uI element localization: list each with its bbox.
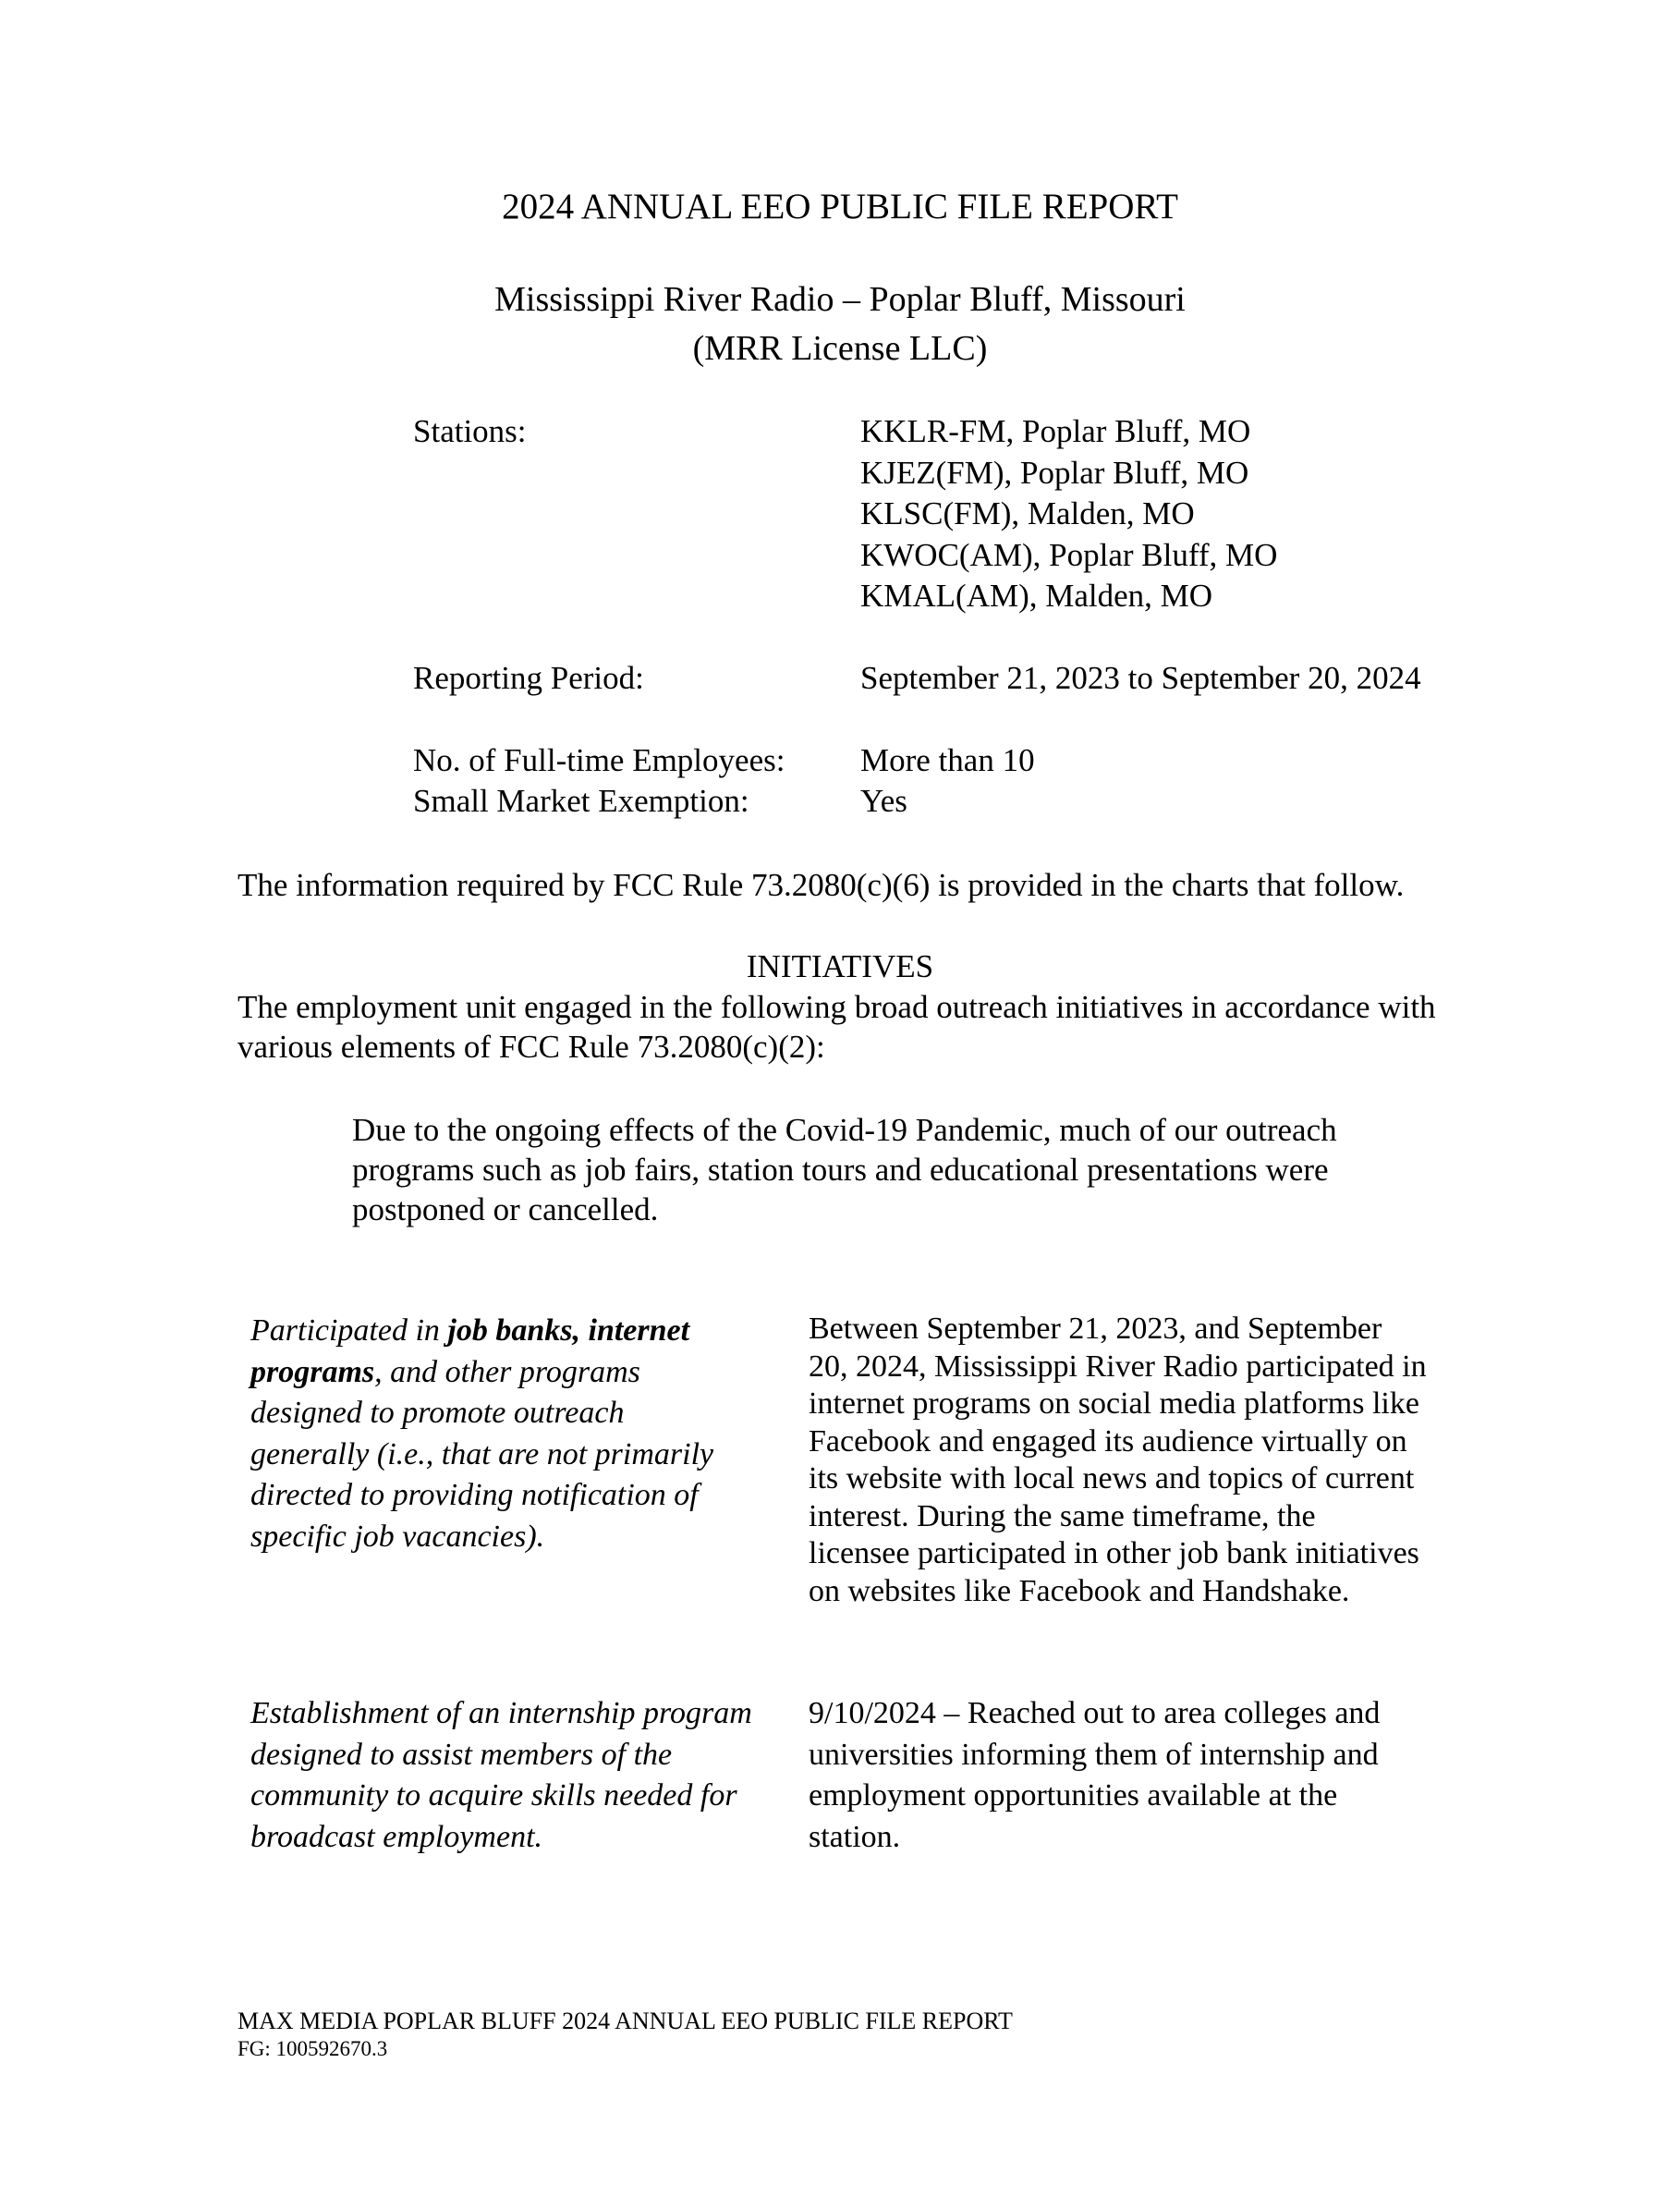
- exemption-value: Yes: [860, 783, 907, 819]
- reporting-period-value: September 21, 2023 to September 20, 2024: [860, 660, 1421, 696]
- covid-note-line: postponed or cancelled.: [352, 1191, 659, 1227]
- station-item: KKLR-FM, Poplar Bluff, MO: [860, 413, 1251, 449]
- initiatives-intro-line: The employment unit engaged in the following broad outreach initiatives in accordance with: [237, 989, 1436, 1025]
- employees-value: More than 10: [860, 742, 1035, 778]
- initiative-1-activity-line: interest. During the same timeframe, the: [809, 1498, 1316, 1533]
- covid-note: [352, 1110, 1443, 1229]
- initiative-1-line: generally (i.e., that are not primarily: [250, 1436, 714, 1471]
- initiative-1-activity-line: internet programs on social media platforms like: [809, 1386, 1419, 1421]
- initiative-2-line: community to acquire skills needed for: [250, 1778, 737, 1813]
- employees-label: No. of Full-time Employees:: [413, 742, 785, 778]
- initiative-1-bold-text: job banks, internet: [447, 1313, 690, 1348]
- initiative-1-bold-text: programs: [250, 1354, 375, 1389]
- initiative-1-text: , and other programs: [374, 1354, 640, 1389]
- subtitle-licensee: (MRR License LLC): [692, 329, 988, 368]
- report-title: 2024 ANNUAL EEO PUBLIC FILE REPORT: [502, 187, 1178, 226]
- initiative-2-activity-line: universities informing them of internship and: [809, 1737, 1379, 1772]
- initiative-1-line: [250, 1352, 768, 1394]
- station-item: KMAL(AM), Malden, MO: [860, 578, 1213, 614]
- initiative-2-line: designed to assist members of the: [250, 1737, 673, 1772]
- page-footer: [237, 2008, 1013, 2063]
- stations-label: Stations:: [413, 413, 527, 449]
- initiative-1-activity-line: licensee participated in other job bank initiatives: [809, 1536, 1419, 1570]
- initiative-2-activity-line: 9/10/2024 – Reached out to area colleges and: [809, 1696, 1381, 1730]
- initiative-2-activity: [809, 1693, 1474, 1858]
- reporting-period-label: Reporting Period:: [413, 660, 644, 696]
- subtitle-station-group: Mississippi River Radio – Poplar Bluff, Missouri: [494, 280, 1186, 319]
- exemption-label: Small Market Exemption:: [413, 783, 749, 819]
- initiative-2-line: Establishment of an internship program: [250, 1696, 752, 1730]
- initiative-1-activity-line: on websites like Facebook and Handshake.: [809, 1573, 1350, 1608]
- station-item: KLSC(FM), Malden, MO: [860, 495, 1195, 531]
- covid-note-line: Due to the ongoing effects of the Covid-19 Pandemic, much of our outreach: [352, 1112, 1337, 1148]
- initiative-1-line: directed to providing notification of: [250, 1478, 699, 1512]
- initiative-1-line: specific job vacancies).: [250, 1519, 545, 1554]
- initiative-1-text: Participated in: [250, 1313, 448, 1348]
- initiative-2-activity-line: employment opportunities available at the: [809, 1778, 1338, 1813]
- initiative-1-line: [250, 1311, 768, 1352]
- initiative-1-line: designed to promote outreach: [250, 1396, 625, 1430]
- initiative-2-description: [250, 1693, 768, 1858]
- report-subtitle: [0, 275, 1680, 373]
- initiative-1-activity: [809, 1311, 1474, 1610]
- initiatives-intro-line: various elements of FCC Rule 73.2080(c)(2):: [237, 1029, 825, 1065]
- initiative-1-activity-line: 20, 2024, Mississippi River Radio participated in: [809, 1349, 1427, 1384]
- initiative-2-activity-line: station.: [809, 1819, 901, 1854]
- initiative-1-activity-line: its website with local news and topics of current: [809, 1461, 1415, 1495]
- stations-list: [860, 411, 1277, 617]
- covid-note-line: programs such as job fairs, station tours and educational presentations were: [352, 1152, 1329, 1188]
- initiative-2-line: broadcast employment.: [250, 1819, 543, 1854]
- initiative-1-activity-line: Between September 21, 2023, and September: [809, 1312, 1382, 1346]
- station-item: KJEZ(FM), Poplar Bluff, MO: [860, 454, 1249, 491]
- footer-document-id: FG: 100592670.3: [237, 2037, 388, 2060]
- station-item: KWOC(AM), Poplar Bluff, MO: [860, 536, 1278, 573]
- initiative-1-description: [250, 1311, 768, 1557]
- initiative-1-activity-line: Facebook and engaged its audience virtually on: [809, 1423, 1407, 1459]
- initiatives-intro: [237, 987, 1550, 1067]
- initiatives-heading: INITIATIVES: [746, 948, 934, 984]
- intro-sentence: The information required by FCC Rule 73.2080(c)(6) is provided in the charts that follow.: [237, 867, 1405, 903]
- footer-title: MAX MEDIA POPLAR BLUFF 2024 ANNUAL EEO PUBLIC FILE REPORT: [237, 2008, 1013, 2034]
